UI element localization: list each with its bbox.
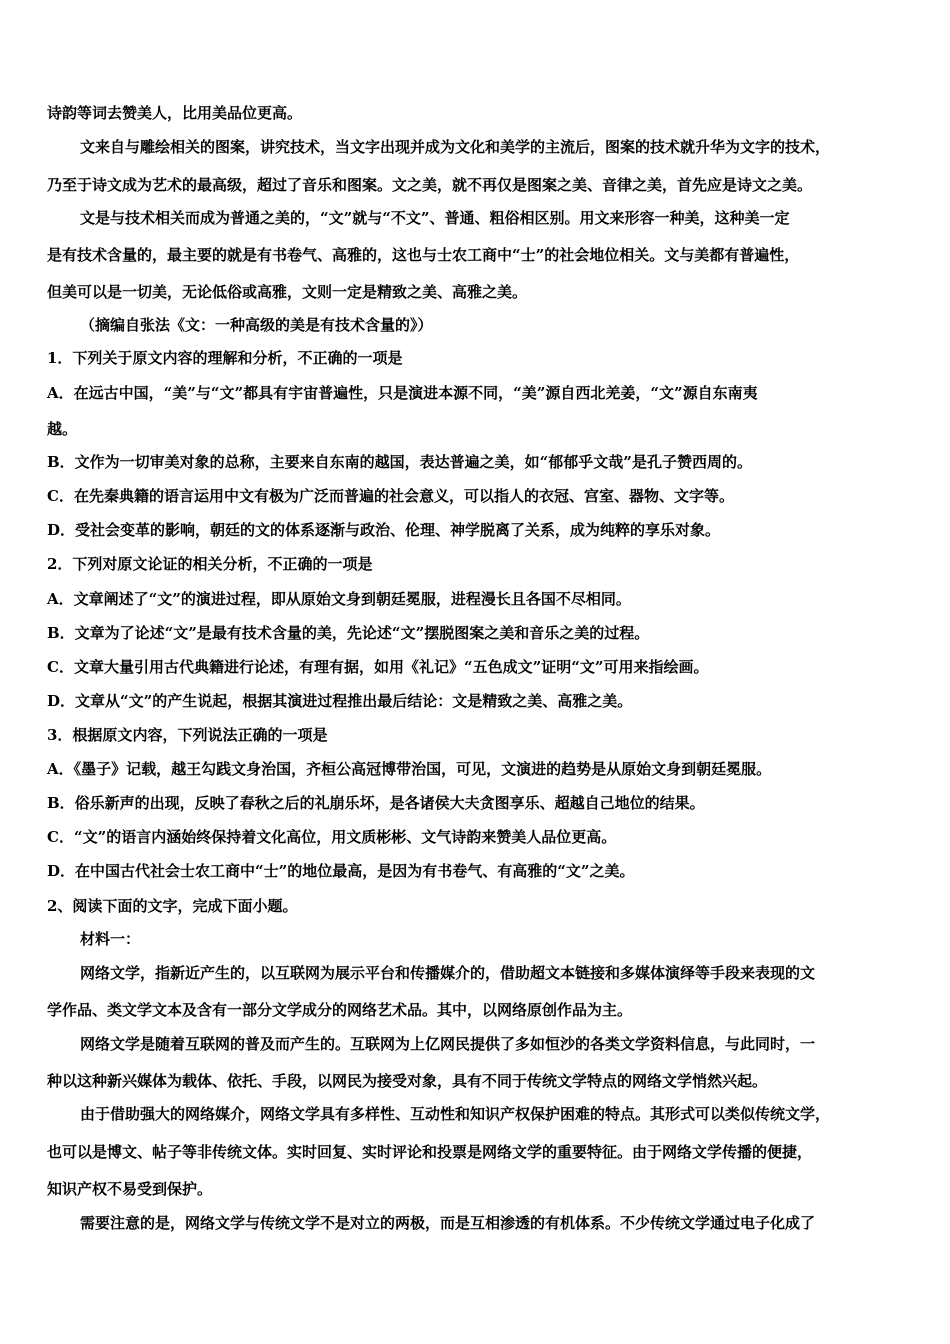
option-d: D．在中国古代社会士农工商中“士”的地位最高，是因为有书卷气、有高雅的“文”之美。 (47, 862, 635, 880)
passage-line: 文是与技术相关而成为普通之美的，“文”就与“不文”、普通、粗俗相区别。用文来形容一种美，这种美一定 (80, 209, 790, 227)
material-line: 需要注意的是，网络文学与传统文学不是对立的两极，而是互相渗透的有机体系。不少传统文学通过电子化成了 (80, 1214, 816, 1232)
option-c: C．“文”的语言内涵始终保持着文化高位，用文质彬彬、文气诗韵来赞美人品位更高。 (47, 828, 617, 846)
material-line: 网络文学是随着互联网的普及而产生的。互联网为上亿网民提供了多如恒沙的各类文学资料信息，与此同时，一 (80, 1035, 816, 1053)
option-d: D．文章从“文”的产生说起，根据其演进过程推出最后结论：文是精致之美、高雅之美。 (47, 692, 633, 710)
option-b: B．文章为了论述“文”是最有技术含量的美，先论述“文”摆脱图案之美和音乐之美的过程。 (47, 624, 650, 642)
option-a-continued: 越。 (47, 420, 78, 438)
section-heading: 2、阅读下面的文字，完成下面小题。 (47, 897, 298, 915)
material-line: 知识产权不易受到保护。 (47, 1180, 213, 1198)
passage-line: 文来自与雕绘相关的图案，讲究技术，当文字出现并成为文化和美学的主流后，图案的技术就升华为文字的技术， (80, 138, 831, 156)
option-c: C．文章大量引用古代典籍进行论述，有理有据，如用《礼记》“五色成文”证明“文”可用来指绘画。 (47, 658, 709, 676)
source-citation: （摘编自张法《文：一种高级的美是有技术含量的》） (80, 316, 433, 334)
option-a: A．《墨子》记载，越王勾践文身治国，齐桓公高冠博带治国，可见，文演进的趋势是从原始文身到朝廷冕服。 (47, 760, 772, 778)
passage-line: 但美可以是一切美，无论低俗或高雅，文则一定是精致之美、高雅之美。 (47, 283, 528, 301)
option-a: A．在远古中国，“美”与“文”都具有宇宙普遍性，只是演进本源不同，“美”源自西北羌姜，“文”源自东南夷 (47, 384, 758, 402)
question-stem: 1．下列关于原文内容的理解和分析，不正确的一项是 (47, 349, 403, 367)
material-line: 网络文学，指新近产生的，以互联网为展示平台和传播媒介的，借助超文本链接和多媒体演绎等手段来表现的文 (80, 964, 816, 982)
question-stem: 2．下列对原文论证的相关分析，不正确的一项是 (47, 555, 373, 573)
passage-line: 诗韵等词去赞美人，比用美品位更高。 (47, 104, 303, 122)
question-stem: 3．根据原文内容，下列说法正确的一项是 (47, 726, 328, 744)
material-line: 由于借助强大的网络媒介，网络文学具有多样性、互动性和知识产权保护困难的特点。其形式可以类似传统文学， (80, 1105, 831, 1123)
option-b: B．俗乐新声的出现，反映了春秋之后的礼崩乐坏，是各诸侯大夫贪图享乐、超越自己地位的结果。 (47, 794, 705, 812)
option-c: C．在先秦典籍的语言运用中文有极为广泛而普遍的社会意义，可以指人的衣冠、宫室、器物、文字等。 (47, 487, 734, 505)
material-line: 种以这种新兴媒体为载体、依托、手段，以网民为接受对象，具有不同于传统文学特点的网络文学悄然兴起。 (47, 1072, 768, 1090)
option-b: B．文作为一切审美对象的总称，主要来自东南的越国，表达普遍之美，如“郁郁乎文哉”是孔子赞西周的。 (47, 453, 752, 471)
option-a: A．文章阐述了“文”的演进过程，即从原始文身到朝廷冕服，进程漫长且各国不尽相同。 (47, 590, 631, 608)
material-line: 学作品、类文学文本及含有一部分文学成分的网络艺术品。其中，以网络原创作品为主。 (47, 1001, 633, 1019)
material-line: 也可以是博文、帖子等非传统文体。实时回复、实时评论和投票是网络文学的重要特征。由于网络文学传播的便捷， (47, 1143, 813, 1161)
passage-line: 是有技术含量的，最主要的就是有书卷气、高雅的，这也与士农工商中“士”的社会地位相关。文与美都有普遍性， (47, 246, 800, 264)
option-d: D．受社会变革的影响，朝廷的文的体系逐渐与政治、伦理、神学脱离了关系，成为纯粹的享乐对象。 (47, 521, 721, 539)
material-label: 材料一： (80, 930, 141, 948)
passage-line: 乃至于诗文成为艺术的最高级，超过了音乐和图案。文之美，就不再仅是图案之美、音律之美，首先应是诗文之美。 (47, 176, 813, 194)
